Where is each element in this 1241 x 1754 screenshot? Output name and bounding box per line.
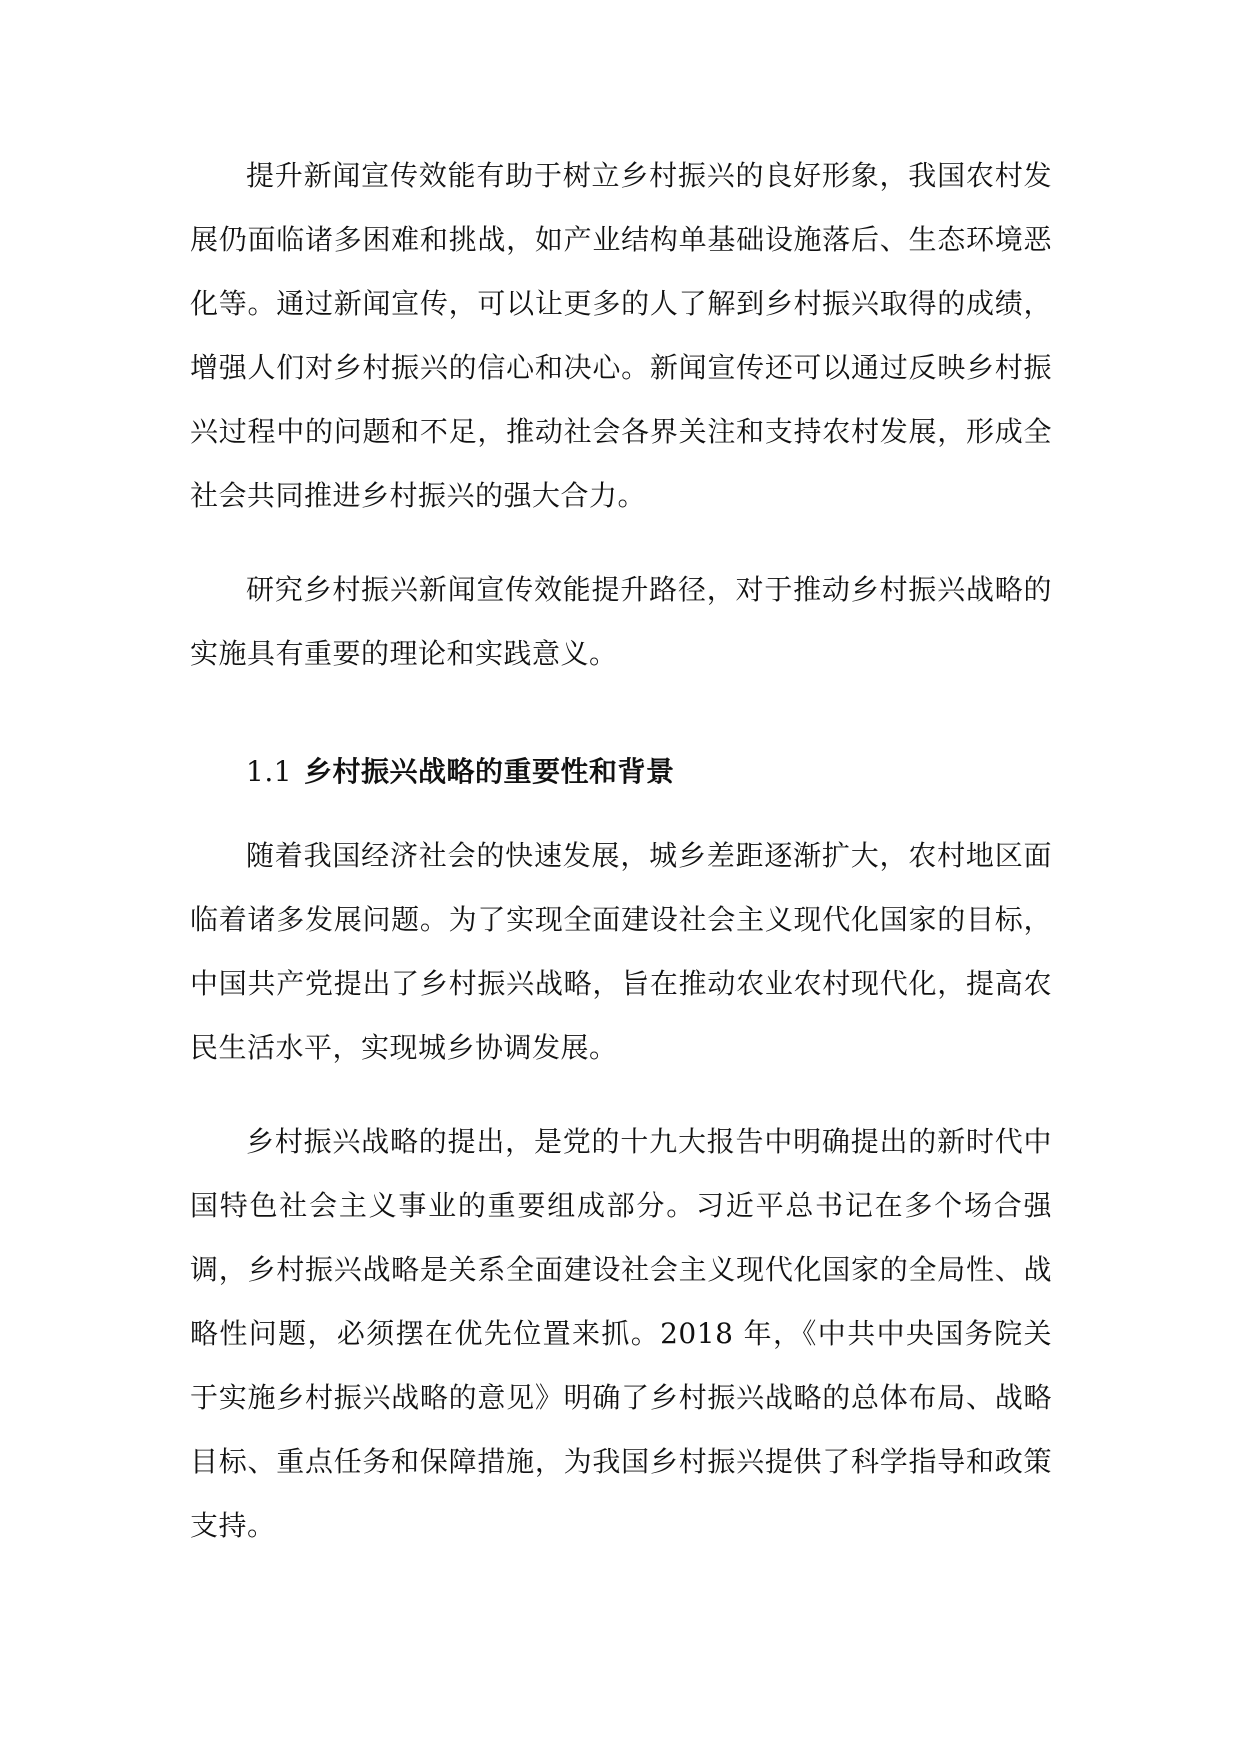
section-heading bbox=[190, 740, 1052, 804]
paragraph-news-image: 提升新闻宣传效能有助于树立乡村振兴的良好形象，我国农村发展仍面临诸多困难和挑战，如产业结构单基础设施落后、生态环境恶化等。通过新闻宣传，可以让更多的人了解到乡村振兴取得的成绩，增强人们对乡村振兴的信心和决心。新闻宣传还可以通过反映乡村振兴过程中的问题和不足，推动社会各界关注和支持农村发展，形成全社会共同推进乡村振兴的强大合力。 bbox=[190, 159, 1052, 512]
paragraph-background: 随着我国经济社会的快速发展，城乡差距逐渐扩大，农村地区面临着诸多发展问题。为了实现全面建设社会主义现代化国家的目标，中国共产党提出了乡村振兴战略，旨在推动农业农村现代化，提高农民生活水平，实现城乡协调发展。 bbox=[190, 839, 1052, 1064]
document-body bbox=[190, 144, 1052, 1558]
paragraph-strategy-proposal: 乡村振兴战略的提出，是党的十九大报告中明确提出的新时代中国特色社会主义事业的重要组成部分。习近平总书记在多个场合强调，乡村振兴战略是关系全面建设社会主义现代化国家的全局性、战略性问题，必须摆在优先位置来抓。2018 年，《中共中央国务院关于实施乡村振兴战略的意见》明确了乡村振兴战略的总体布局、战略目标、重点任务和保障措施，为我国乡村振兴提供了科学指导和政策支持。 bbox=[190, 1125, 1052, 1542]
section-title: 乡村振兴战略的重要性和背景 bbox=[304, 755, 675, 788]
paragraph-research-significance: 研究乡村振兴新闻宣传效能提升路径，对于推动乡村振兴战略的实施具有重要的理论和实践意义。 bbox=[190, 573, 1052, 670]
section-number: 1.1 bbox=[246, 755, 293, 788]
